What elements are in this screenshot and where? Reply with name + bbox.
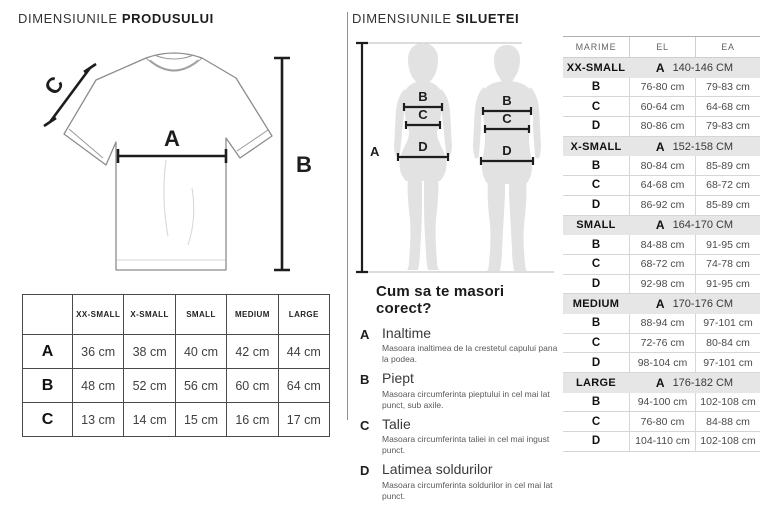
cell-ea: 97-101 cm — [695, 353, 760, 373]
product-size-table — [22, 294, 330, 437]
cell-el: 64-68 cm — [629, 176, 695, 196]
height-range: 164-170 CM — [672, 219, 734, 232]
male-measure-c-label: C — [502, 111, 512, 126]
size-name: SMALL — [576, 219, 616, 232]
row-label: D — [563, 432, 629, 452]
guide-letter: D — [360, 463, 370, 479]
size-height — [629, 373, 760, 393]
row-label: B — [563, 78, 629, 98]
cell-el: 86-92 cm — [629, 196, 695, 216]
size-height — [629, 137, 760, 157]
guide-term: Latimea soldurilor — [382, 461, 493, 478]
cell: 48 cm — [73, 369, 124, 403]
measure-a-label: A — [164, 126, 180, 151]
row-label: B — [563, 156, 629, 176]
product-dimensions-title — [18, 11, 214, 26]
cell-ea: 102-108 cm — [695, 393, 760, 413]
cell-el: 92-98 cm — [629, 275, 695, 295]
size-group-small — [563, 216, 760, 236]
cell-ea: 74-78 cm — [695, 255, 760, 275]
body-table-header — [563, 36, 760, 58]
table-row — [563, 196, 760, 216]
female-measure-d-label: D — [418, 139, 428, 154]
cell-el: 68-72 cm — [629, 255, 695, 275]
guide-term: Piept — [382, 370, 414, 387]
cell-el: 94-100 cm — [629, 393, 695, 413]
cell: 52 cm — [124, 369, 175, 403]
col-header-small: SMALL — [175, 295, 226, 335]
row-label: D — [563, 353, 629, 373]
guide-term: Talie — [382, 415, 411, 432]
title-bold: SILUETEI — [455, 11, 520, 26]
guide-desc: Masoara circumferinta taliei in cel mai ingust punct. — [382, 434, 550, 456]
row-label: B — [563, 393, 629, 413]
title-bold: PRODUSULUI — [121, 11, 214, 26]
cell-el: 80-86 cm — [629, 117, 695, 137]
product-table-header-row — [23, 295, 330, 335]
height-range: 170-176 CM — [672, 298, 734, 311]
cell: 16 cm — [227, 403, 278, 437]
cell-el: 76-80 cm — [629, 78, 695, 98]
height-letter: A — [655, 297, 665, 312]
cell-el: 76-80 cm — [629, 412, 695, 432]
cell: 15 cm — [175, 403, 226, 437]
table-row — [563, 117, 760, 137]
col-header-large: LARGE — [278, 295, 329, 335]
cell: 13 cm — [73, 403, 124, 437]
cell: 40 cm — [175, 335, 226, 369]
guide-desc: Masoara inaltimea de la crestetul capului pana la podea. — [382, 343, 558, 365]
table-row-a — [23, 335, 330, 369]
guide-term: Inaltime — [382, 325, 432, 341]
height-letter: A — [655, 218, 665, 233]
height-range: 140-146 CM — [672, 61, 734, 74]
guide-heading: Cum sa te masori corect? — [376, 283, 505, 317]
cell-ea: 64-68 cm — [695, 97, 760, 117]
cell-ea: 84-88 cm — [695, 412, 760, 432]
measure-b-label: B — [296, 152, 312, 177]
guide-desc: Masoara circumferinta soldurilor in cel mai lat punct. — [382, 479, 553, 501]
cell-ea: 97-101 cm — [695, 314, 760, 334]
tshirt-measurement-diagram — [16, 38, 338, 288]
measure-a-line — [356, 43, 368, 272]
cell-ea: 80-84 cm — [695, 334, 760, 354]
row-label: C — [563, 176, 629, 196]
measure-c-label: C — [39, 71, 69, 100]
table-row — [563, 235, 760, 255]
cell-ea: 85-89 cm — [695, 196, 760, 216]
col-header-medium: MEDIUM — [227, 295, 278, 335]
row-label: D — [563, 275, 629, 295]
cell-ea: 79-83 cm — [695, 117, 760, 137]
male-measure-d-label: D — [502, 143, 512, 158]
cell-el: 104-110 cm — [629, 432, 695, 452]
guide-letter: A — [360, 327, 370, 342]
size-group-xxsmall — [563, 58, 760, 78]
cell: 60 cm — [227, 369, 278, 403]
table-row — [563, 156, 760, 176]
height-letter: A — [655, 375, 665, 390]
size-group-large — [563, 373, 760, 393]
row-label: C — [563, 334, 629, 354]
guide-item-c — [360, 417, 558, 456]
table-row — [563, 97, 760, 117]
table-row — [563, 314, 760, 334]
measure-a-label: A — [370, 144, 380, 159]
measure-b-line — [274, 58, 290, 270]
table-row — [563, 255, 760, 275]
cell-el: 60-64 cm — [629, 97, 695, 117]
table-row — [563, 393, 760, 413]
row-label: C — [563, 255, 629, 275]
row-label: C — [563, 97, 629, 117]
cell: 44 cm — [278, 335, 329, 369]
size-height — [629, 58, 760, 78]
row-label: B — [563, 235, 629, 255]
header-marime: MARIME — [563, 37, 629, 58]
cell-el: 84-88 cm — [629, 235, 695, 255]
cell-el: 72-76 cm — [629, 334, 695, 354]
guide-item-b — [360, 371, 558, 410]
title-regular: DIMENSIUNILE — [18, 11, 118, 26]
silhouette-dimensions-title — [352, 11, 519, 26]
table-row — [563, 176, 760, 196]
row-label: B — [23, 369, 73, 403]
cell: 64 cm — [278, 369, 329, 403]
male-measure-b-label: B — [502, 93, 512, 108]
cell: 36 cm — [73, 335, 124, 369]
cell-ea: 102-108 cm — [695, 432, 760, 452]
cell: 42 cm — [227, 335, 278, 369]
corner-cell — [23, 295, 73, 335]
row-label: B — [563, 314, 629, 334]
guide-letter: C — [360, 417, 370, 433]
female-measure-c-label: C — [418, 107, 428, 122]
size-name: LARGE — [576, 376, 616, 389]
table-row — [563, 412, 760, 432]
cell-el: 80-84 cm — [629, 156, 695, 176]
table-row-b — [23, 369, 330, 403]
cell: 56 cm — [175, 369, 226, 403]
tshirt-outline — [64, 53, 272, 270]
col-header-xxsmall: XX-SMALL — [73, 295, 124, 335]
cell: 38 cm — [124, 335, 175, 369]
size-height — [629, 294, 760, 314]
size-name: XX-SMALL — [566, 61, 626, 74]
table-row-c — [23, 403, 330, 437]
row-label: C — [23, 403, 73, 437]
title-regular: DIMENSIUNILE — [352, 11, 452, 26]
size-name: X-SMALL — [570, 140, 622, 153]
cell-ea: 91-95 cm — [695, 275, 760, 295]
guide-item-d — [360, 462, 558, 501]
row-label: D — [563, 117, 629, 137]
female-measure-b-label: B — [418, 89, 428, 104]
guide-desc: Masoara circumferinta pieptului in cel mai lat punct, sub axile. — [382, 388, 550, 410]
guide-item-a — [360, 326, 558, 365]
measuring-guide — [360, 283, 558, 508]
row-label: D — [563, 196, 629, 216]
cell-el: 98-104 cm — [629, 353, 695, 373]
height-range: 176-182 CM — [672, 376, 734, 389]
cell-ea: 85-89 cm — [695, 156, 760, 176]
cell-ea: 91-95 cm — [695, 235, 760, 255]
body-size-table — [563, 36, 760, 452]
section-divider — [347, 12, 348, 420]
height-letter: A — [655, 139, 665, 154]
table-row — [563, 432, 760, 452]
cell-ea: 68-72 cm — [695, 176, 760, 196]
male-silhouette — [473, 45, 541, 271]
col-header-xsmall: X-SMALL — [124, 295, 175, 335]
cell: 14 cm — [124, 403, 175, 437]
cell-ea: 79-83 cm — [695, 78, 760, 98]
size-group-medium — [563, 294, 760, 314]
header-ea: EA — [695, 37, 760, 58]
height-letter: A — [655, 60, 665, 75]
cell-el: 88-94 cm — [629, 314, 695, 334]
cell: 17 cm — [278, 403, 329, 437]
size-height — [629, 216, 760, 236]
row-label: A — [23, 335, 73, 369]
header-el: EL — [629, 37, 695, 58]
row-label: C — [563, 412, 629, 432]
table-row — [563, 275, 760, 295]
size-name: MEDIUM — [572, 298, 620, 311]
guide-letter: B — [360, 372, 370, 388]
table-row — [563, 78, 760, 98]
table-row — [563, 353, 760, 373]
table-row — [563, 334, 760, 354]
height-range: 152-158 CM — [672, 140, 734, 153]
body-silhouette-diagram — [352, 28, 557, 280]
size-group-xsmall — [563, 137, 760, 157]
